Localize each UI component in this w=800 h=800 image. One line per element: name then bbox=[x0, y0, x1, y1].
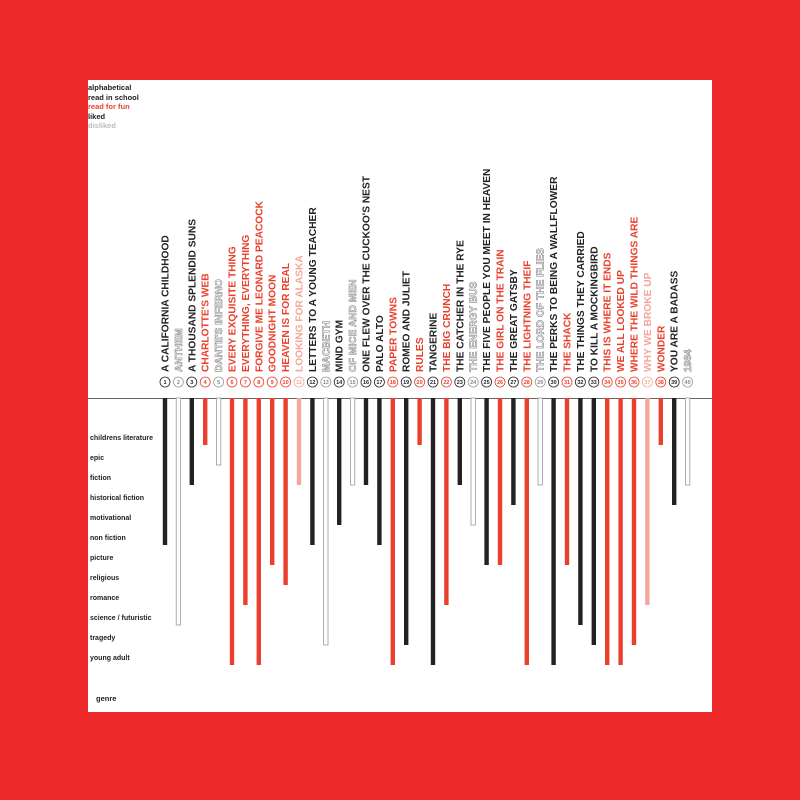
book-title: THE BIG CRUNCH bbox=[441, 283, 453, 372]
genre-bar bbox=[203, 398, 207, 445]
legend-read-for-fun: read for fun bbox=[88, 102, 130, 112]
genre-bar bbox=[377, 398, 381, 545]
book-title: GOODNIGHT MOON bbox=[267, 274, 279, 372]
book-title: WHY WE BROKE UP bbox=[642, 272, 654, 372]
genre-bar bbox=[458, 398, 462, 485]
genre-bar bbox=[618, 398, 622, 665]
genre-bar bbox=[404, 398, 408, 645]
book-title: WONDER bbox=[656, 325, 668, 372]
book-title: FORGIVE ME LEONARD PEACOCK bbox=[254, 201, 266, 372]
book-title: WE ALL LOOKED UP bbox=[616, 270, 628, 372]
genre-bar bbox=[551, 398, 555, 665]
genre-bar bbox=[471, 398, 475, 525]
genre-bar bbox=[270, 398, 274, 565]
genre-bar bbox=[578, 398, 582, 625]
genre-label: motivational bbox=[90, 515, 132, 522]
book-title: MACBETH bbox=[321, 321, 333, 372]
genre-bar bbox=[324, 398, 328, 645]
genre-label: historical fiction bbox=[90, 495, 145, 502]
book-title: DANTE'S INFERNO bbox=[214, 279, 226, 372]
rank-number: 12 bbox=[309, 380, 316, 387]
genre-label: fiction bbox=[90, 475, 111, 482]
genre-bar bbox=[498, 398, 502, 565]
rank-number: 26 bbox=[496, 380, 504, 387]
genre-bar bbox=[484, 398, 488, 565]
rank-number: 23 bbox=[456, 380, 463, 387]
genre-label: picture bbox=[90, 555, 114, 562]
genre-label: young adult bbox=[90, 655, 130, 662]
rank-number: 10 bbox=[282, 380, 289, 387]
genre-bar bbox=[163, 398, 167, 545]
rank-number: 3 bbox=[190, 380, 194, 387]
rank-number: 1 bbox=[163, 380, 167, 387]
genre-label: romance bbox=[90, 595, 120, 602]
genre-bar bbox=[243, 398, 247, 605]
book-title: THE CATCHER IN THE RYE bbox=[455, 240, 467, 372]
genre-bar bbox=[592, 398, 596, 645]
book-title: RULES bbox=[415, 337, 427, 372]
rank-number: 19 bbox=[403, 380, 410, 387]
rank-number: 18 bbox=[389, 380, 396, 387]
genre-bar bbox=[565, 398, 569, 565]
rank-number: 29 bbox=[537, 380, 544, 387]
book-title: TO KILL A MOCKINGBIRD bbox=[589, 246, 601, 372]
rank-number: 40 bbox=[684, 380, 691, 387]
rank-number: 20 bbox=[416, 380, 423, 387]
book-title: ONE FLEW OVER THE CUCKOO'S NEST bbox=[361, 176, 373, 372]
genre-bar bbox=[391, 398, 395, 665]
book-title: LETTERS TO A YOUNG TEACHER bbox=[307, 207, 319, 372]
genre-bar bbox=[283, 398, 287, 585]
book-title: THE GREAT GATSBY bbox=[508, 269, 520, 372]
rank-number: 4 bbox=[203, 380, 207, 387]
book-title: TANGERINE bbox=[428, 312, 440, 372]
genre-bar bbox=[672, 398, 676, 505]
rank-number: 7 bbox=[243, 380, 247, 387]
book-title: THE FIVE PEOPLE YOU MEET IN HEAVEN bbox=[482, 168, 494, 372]
rank-number: 28 bbox=[523, 380, 530, 387]
rank-number: 6 bbox=[230, 380, 234, 387]
genre-bar bbox=[230, 398, 234, 665]
legend-disliked: disliked bbox=[88, 121, 116, 131]
rank-number: 8 bbox=[257, 380, 261, 387]
genre-bar bbox=[538, 398, 542, 485]
rank-number: 37 bbox=[644, 380, 651, 387]
book-title: A CALIFORNIA CHILDHOOD bbox=[160, 235, 172, 372]
rank-number: 15 bbox=[349, 380, 356, 387]
genre-bar bbox=[350, 398, 354, 485]
genre-label: childrens literature bbox=[90, 435, 154, 442]
book-title: MIND GYM bbox=[334, 319, 346, 372]
rank-number: 35 bbox=[617, 380, 624, 387]
legend-alphabetical: alphabetical bbox=[88, 83, 132, 92]
genre-label: science / futuristic bbox=[90, 615, 152, 622]
book-title: OF MICE AND MEN bbox=[348, 279, 360, 372]
book-title: THE PERKS TO BEING A WALLFLOWER bbox=[549, 176, 561, 372]
rank-number: 30 bbox=[550, 380, 557, 387]
book-title: THE THINGS THEY CARRIED bbox=[575, 231, 587, 372]
book-title: LOOKING FOR ALASKA bbox=[294, 255, 306, 372]
genre-label: religious bbox=[90, 575, 120, 582]
genre-bar bbox=[257, 398, 261, 665]
genre-label: non fiction bbox=[90, 535, 126, 542]
genre-label: tragedy bbox=[90, 635, 116, 642]
genre-bar bbox=[417, 398, 421, 445]
book-title: YOU ARE A BADASS bbox=[669, 270, 681, 372]
legend-liked: liked bbox=[88, 111, 106, 121]
genre-bar bbox=[511, 398, 515, 505]
rank-number: 14 bbox=[336, 380, 343, 387]
rank-number: 36 bbox=[630, 380, 638, 387]
rank-number: 27 bbox=[510, 380, 517, 387]
rank-number: 16 bbox=[362, 380, 370, 387]
genre-bar bbox=[337, 398, 341, 525]
rank-number: 39 bbox=[671, 380, 678, 387]
rank-number: 11 bbox=[296, 380, 302, 387]
rank-number: 13 bbox=[322, 380, 329, 387]
genre-bar bbox=[525, 398, 529, 665]
rank-number: 17 bbox=[376, 380, 383, 387]
book-title: 1984 bbox=[683, 349, 695, 372]
rank-number: 32 bbox=[577, 380, 584, 387]
rank-number: 25 bbox=[483, 380, 490, 387]
rank-number: 22 bbox=[443, 380, 450, 387]
book-title: A THOUSAND SPLENDID SUNS bbox=[187, 218, 199, 372]
genre-bar bbox=[685, 398, 689, 485]
book-title: THE GIRL ON THE TRAIN bbox=[495, 249, 507, 372]
book-title: PALO ALTO bbox=[374, 315, 386, 372]
rank-number: 33 bbox=[590, 380, 597, 387]
genre-bar bbox=[645, 398, 649, 605]
book-title: THIS IS WHERE IT ENDS bbox=[602, 252, 614, 372]
book-title: THE LORD OF THE FLIES bbox=[535, 248, 547, 372]
book-title: THE LIGHTNING THEIF bbox=[522, 260, 534, 372]
book-title: THE SHACK bbox=[562, 312, 574, 372]
genre-bar bbox=[216, 398, 220, 465]
book-title: HEAVEN IS FOR REAL bbox=[281, 262, 293, 372]
rank-number: 31 bbox=[563, 380, 571, 387]
genre-bar bbox=[632, 398, 636, 645]
book-title: WHERE THE WILD THINGS ARE bbox=[629, 216, 641, 372]
genre-bar bbox=[190, 398, 194, 485]
book-title: PAPER TOWNS bbox=[388, 297, 400, 372]
rank-number: 5 bbox=[217, 380, 221, 387]
genre-bar bbox=[297, 398, 301, 485]
genre-axis-title: genre bbox=[96, 694, 117, 703]
book-title: ROMEO AND JULIET bbox=[401, 271, 413, 372]
rank-number: 24 bbox=[470, 380, 477, 387]
genre-bar bbox=[310, 398, 314, 545]
rank-number: 34 bbox=[604, 380, 611, 387]
rank-number: 21 bbox=[429, 380, 437, 387]
book-title: THE ENERGY BUS bbox=[468, 281, 480, 372]
legend-read-in-school: read in school bbox=[88, 92, 139, 102]
genre-bar bbox=[659, 398, 663, 445]
book-title: ANTHEM bbox=[173, 328, 185, 372]
genre-bar bbox=[364, 398, 368, 485]
book-title: EVERYTHING, EVERYTHING bbox=[240, 234, 252, 372]
genre-label: epic bbox=[90, 455, 105, 462]
genre-bar bbox=[444, 398, 448, 605]
genre-bar bbox=[431, 398, 435, 665]
book-title: EVERY EXQUISITE THING bbox=[227, 246, 239, 372]
rank-number: 9 bbox=[270, 380, 274, 387]
genre-bar bbox=[605, 398, 609, 665]
book-title: CHARLOTTE'S WEB bbox=[200, 273, 212, 372]
rank-number: 38 bbox=[657, 380, 664, 387]
genre-bar bbox=[176, 398, 180, 625]
rank-number: 2 bbox=[176, 380, 180, 387]
